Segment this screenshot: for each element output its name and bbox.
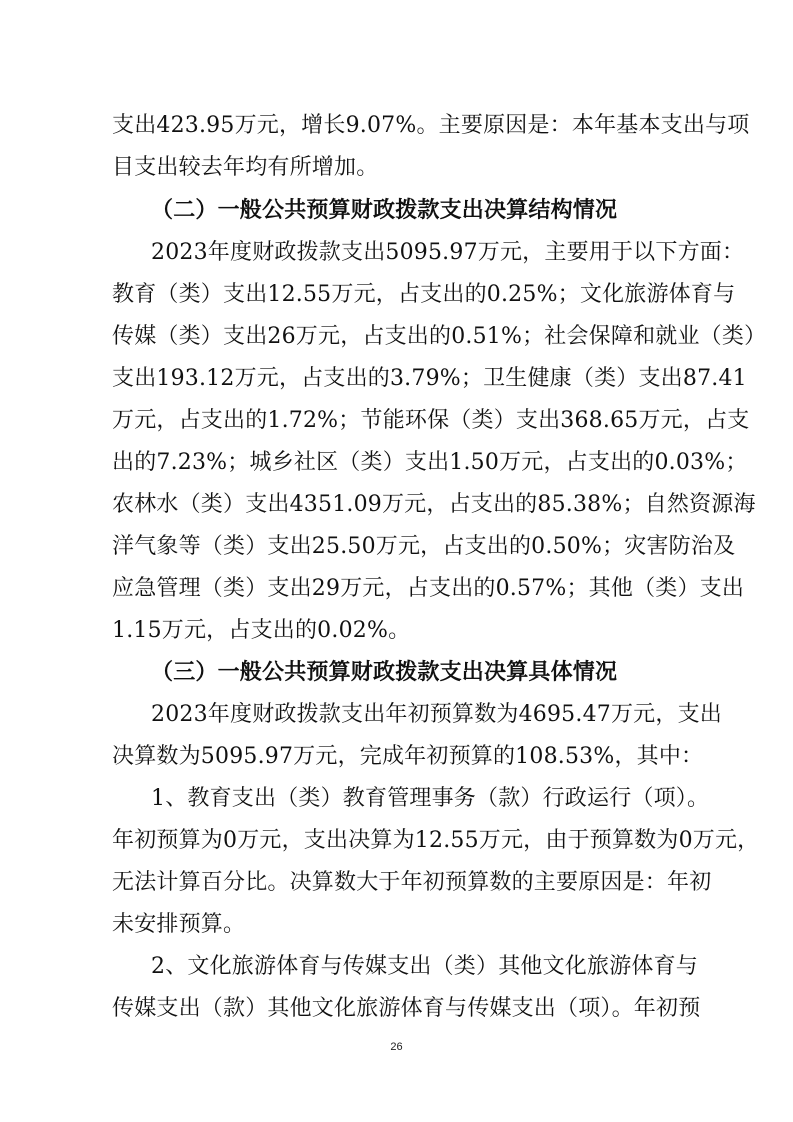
body-text-line: 目支出较去年均有所增加。: [112, 155, 379, 180]
body-text-line: 传媒支出（款）其他文化旅游体育与传媒支出（项）。年初预: [112, 996, 701, 1021]
body-text-line: 无法计算百分比。决算数大于年初预算数的主要原因是：年初: [112, 870, 712, 895]
section-heading: （三）一般公共预算财政拨款支出决算具体情况: [151, 660, 618, 685]
body-text-line: 传媒（类）支出26万元，占支出的0.51%；社会保障和就业（类）: [112, 324, 767, 349]
body-text-line: 教育（类）支出12.55万元，占支出的0.25%；文化旅游体育与: [112, 282, 736, 307]
body-text-line: 决算数为5095.97万元，完成年初预算的108.53%，其中：: [112, 744, 704, 769]
body-text-line: 未安排预算。: [112, 912, 246, 937]
body-text-line: 支出193.12万元，占支出的3.79%；卫生健康（类）支出87.41: [112, 366, 747, 391]
body-text-line: 1.15万元，占支出的0.02%。: [112, 618, 411, 643]
page-number: 26: [390, 1041, 403, 1053]
section-heading: （二）一般公共预算财政拨款支出决算结构情况: [151, 198, 618, 223]
body-text-line: 2023年度财政拨款支出年初预算数为4695.47万元，支出: [151, 702, 722, 727]
body-text-line: 农林水（类）支出4351.09万元，占支出的85.38%；自然资源海: [112, 492, 756, 517]
body-text-line: 年初预算为0万元，支出决算为12.55万元，由于预算数为0万元，: [112, 828, 760, 853]
body-text-line: 洋气象等（类）支出25.50万元，占支出的0.50%；灾害防治及: [112, 534, 736, 559]
body-text-line: 应急管理（类）支出29万元，占支出的0.57%；其他（类）支出: [112, 576, 745, 601]
body-text-line: 万元，占支出的1.72%；节能环保（类）支出368.65万元，占支: [112, 408, 750, 433]
body-text-line: 2、文化旅游体育与传媒支出（类）其他文化旅游体育与: [151, 954, 698, 979]
body-text-line: 出的7.23%；城乡社区（类）支出1.50万元，占支出的0.03%；: [112, 450, 748, 475]
body-text-line: 2023年度财政拨款支出5095.97万元，主要用于以下方面：: [151, 240, 745, 265]
body-text-line: 支出423.95万元，增长9.07%。主要原因是：本年基本支出与项: [112, 113, 750, 138]
body-text-line: 1、教育支出（类）教育管理事务（款）行政运行（项）。: [151, 786, 710, 811]
